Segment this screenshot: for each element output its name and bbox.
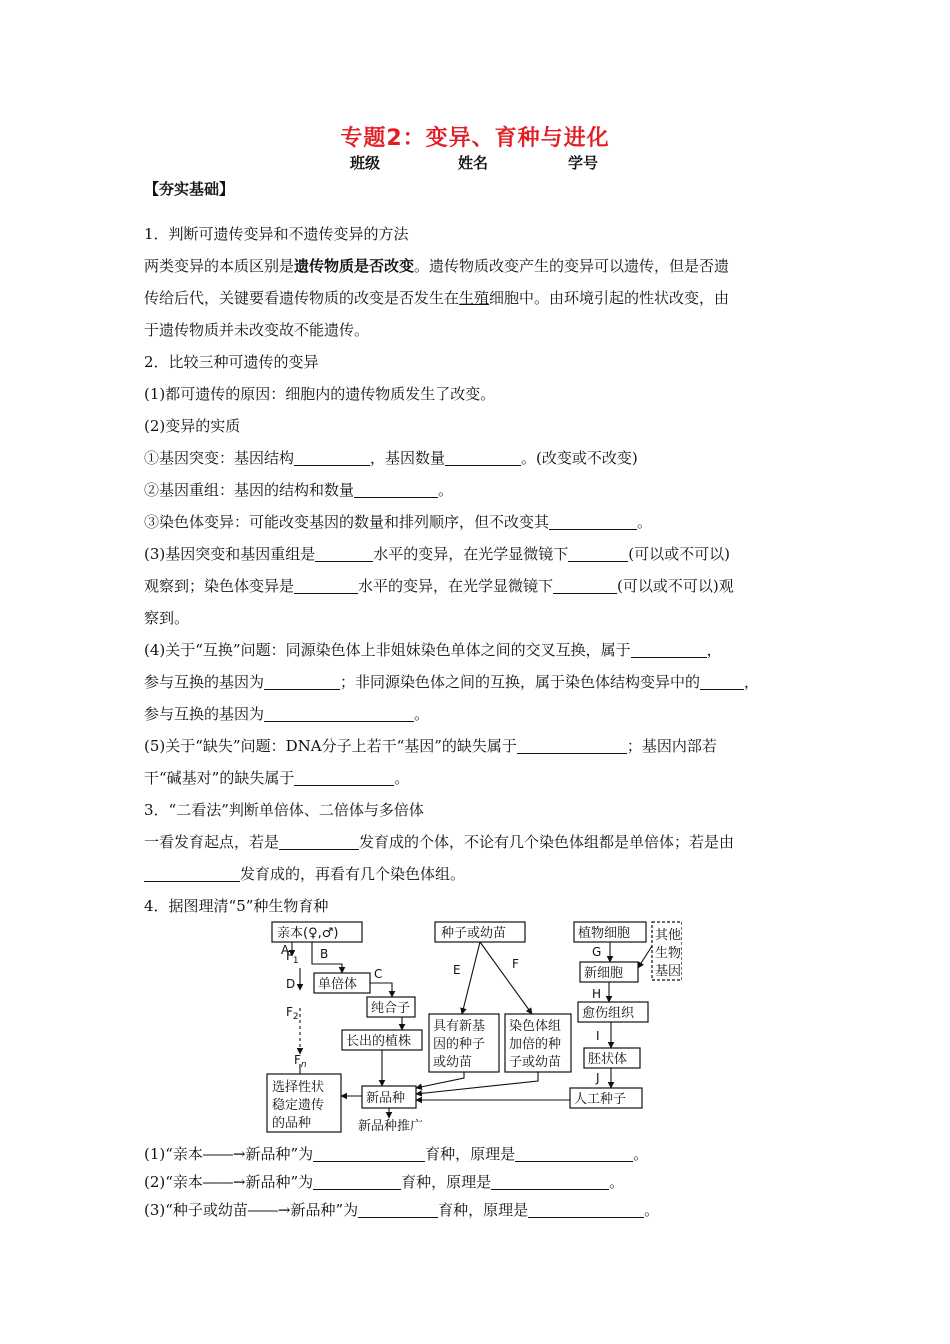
node-newgene-line3: 或幼苗 <box>433 1055 473 1070</box>
paragraph: 一看发育起点，若是 发育成的个体，不论有几个染色体组都是单倍体；若是由 <box>144 833 735 851</box>
blank-field[interactable] <box>631 639 707 658</box>
paragraph: (2)变异的实质 <box>144 417 241 435</box>
paragraph: 两类变异的本质区别是遗传物质是否改变。遗传物质改变产生的变异可以遗传，但是否遗 <box>144 257 730 275</box>
blank-field[interactable] <box>294 447 370 466</box>
node-double-line1: 染色体组 <box>509 1019 562 1034</box>
label-E: E <box>453 963 461 977</box>
blank-field[interactable] <box>313 1143 425 1162</box>
paragraph: 于遗传物质并未改变故不能遗传。 <box>144 321 370 339</box>
name-label: 姓名 <box>458 154 489 172</box>
paragraph: 干“碱基对”的缺失属于 。 <box>144 769 410 787</box>
page-title: 专题2：变异、育种与进化 <box>340 126 610 151</box>
blank-field[interactable] <box>358 1199 438 1218</box>
heading-2: 2．比较三种可遗传的变异 <box>144 353 319 371</box>
paragraph: (5)关于“缺失”问题：DNA分子上若干“基因”的缺失属于 ；基因内部若 <box>144 737 717 755</box>
bold-term: 遗传物质是否改变 <box>294 257 415 275</box>
blank-field[interactable] <box>294 767 394 786</box>
paragraph: 参与互换的基因为 ；非同源染色体之间的互换，属于染色体结构变异中的 ， <box>144 673 760 691</box>
node-embryoid: 胚状体 <box>588 1052 628 1067</box>
label-f1: $F_1$ <box>286 949 299 966</box>
node-double-line3: 子或幼苗 <box>509 1055 562 1070</box>
node-newgene-line1: 具有新基 <box>433 1019 486 1034</box>
blank-field[interactable] <box>315 543 373 562</box>
paragraph: (1)都可遗传的原因：细胞内的遗传物质发生了改变。 <box>144 385 496 403</box>
blank-field[interactable] <box>445 447 521 466</box>
label-F: F <box>512 957 519 971</box>
blank-field[interactable] <box>517 735 627 754</box>
node-select-line1: 选择性状 <box>272 1080 325 1095</box>
blank-field[interactable] <box>515 1143 633 1162</box>
node-new-variety: 新品种 <box>366 1091 406 1106</box>
node-seed: 种子或幼苗 <box>441 926 507 941</box>
label-f2: $F_2$ <box>286 1005 299 1022</box>
node-select-line3: 的品种 <box>272 1116 312 1131</box>
blank-field[interactable] <box>528 1199 644 1218</box>
underlined-term: 生殖 <box>459 289 490 307</box>
node-other-line3: 基因 <box>655 964 682 979</box>
label-promotion: 新品种推广 <box>358 1119 424 1134</box>
paragraph: (3)基因突变和基因重组是 水平的变异，在光学显微镜下 (可以或不可以) <box>144 545 730 563</box>
paragraph: 观察到；染色体变异是 水平的变异，在光学显微镜下 (可以或不可以)观 <box>144 577 734 595</box>
paragraph: 参与互换的基因为 。 <box>144 705 430 723</box>
blank-field[interactable] <box>568 543 628 562</box>
blank-field[interactable] <box>549 511 637 530</box>
label-fn: $F_n$ <box>294 1053 307 1070</box>
node-other-line2: 生物 <box>655 946 682 961</box>
paragraph: 察到。 <box>144 609 190 627</box>
label-C: C <box>374 967 383 981</box>
section-title: 【夯实基础】 <box>144 180 235 198</box>
node-newgene-line2: 因的种子 <box>433 1037 486 1052</box>
breeding-diagram <box>262 916 682 1136</box>
node-grown-plant: 长出的植株 <box>346 1034 412 1049</box>
blank-field[interactable] <box>313 1171 401 1190</box>
label-D: D <box>286 977 296 991</box>
question-3: (3)“种子或幼苗――→新品种”为 育种，原理是 。 <box>144 1201 660 1219</box>
paragraph: ①基因突变：基因结构 ，基因数量 。(改变或不改变) <box>144 449 638 467</box>
node-pure-line: 纯合子 <box>371 1001 411 1016</box>
node-plant-cell: 植物细胞 <box>578 926 631 941</box>
blank-field[interactable] <box>294 575 358 594</box>
node-other-line1: 其他 <box>655 928 682 943</box>
blank-field[interactable] <box>553 575 617 594</box>
blank-field[interactable] <box>491 1171 609 1190</box>
class-label: 班级 <box>350 154 381 172</box>
node-new-cell: 新细胞 <box>584 966 624 981</box>
heading-3: 3．“二看法”判断单倍体、二倍体与多倍体 <box>144 801 424 819</box>
id-label: 学号 <box>568 154 599 172</box>
node-artificial-seed: 人工种子 <box>574 1092 627 1107</box>
blank-field[interactable] <box>264 671 340 690</box>
node-callus: 愈伤组织 <box>582 1006 635 1021</box>
label-I: I <box>596 1029 600 1043</box>
heading-1: 1．判断可遗传变异和不遗传变异的方法 <box>144 225 409 243</box>
question-2: (2)“亲本――→新品种”为 育种，原理是 。 <box>144 1173 625 1191</box>
blank-field[interactable] <box>144 863 240 882</box>
node-select-line2: 稳定遗传 <box>272 1098 325 1113</box>
label-H: H <box>592 987 602 1001</box>
questions <box>144 1140 812 1224</box>
label-G: G <box>592 945 602 959</box>
blank-field[interactable] <box>279 831 359 850</box>
blank-field[interactable] <box>354 479 438 498</box>
heading-4: 4．据图理清“5”种生物育种 <box>144 897 329 915</box>
node-haploid: 单倍体 <box>318 977 358 992</box>
blank-field[interactable] <box>700 671 744 690</box>
question-1: (1)“亲本――→新品种”为 育种，原理是 。 <box>144 1145 649 1163</box>
label-A: A <box>281 943 290 957</box>
paragraph: ③染色体变异：可能改变基因的数量和排列顺序，但不改变其 。 <box>144 513 653 531</box>
label-B: B <box>320 947 329 961</box>
paragraph: ②基因重组：基因的结构和数量 。 <box>144 481 454 499</box>
label-J: J <box>596 1071 600 1085</box>
node-parent: 亲本(♀,♂) <box>277 926 339 941</box>
paragraph: (4)关于“互换”问题：同源染色体上非姐妹染色单体之间的交叉互换，属于 ， <box>144 641 722 659</box>
node-double-line2: 加倍的种 <box>509 1037 562 1052</box>
paragraph: 发育成的，再看有几个染色体组。 <box>144 858 812 890</box>
blank-field[interactable] <box>264 703 414 722</box>
paragraph: 传给后代，关键要看遗传物质的改变是否发生在生殖细胞中。由环境引起的性状改变，由 <box>144 289 730 307</box>
main-content <box>144 218 812 922</box>
